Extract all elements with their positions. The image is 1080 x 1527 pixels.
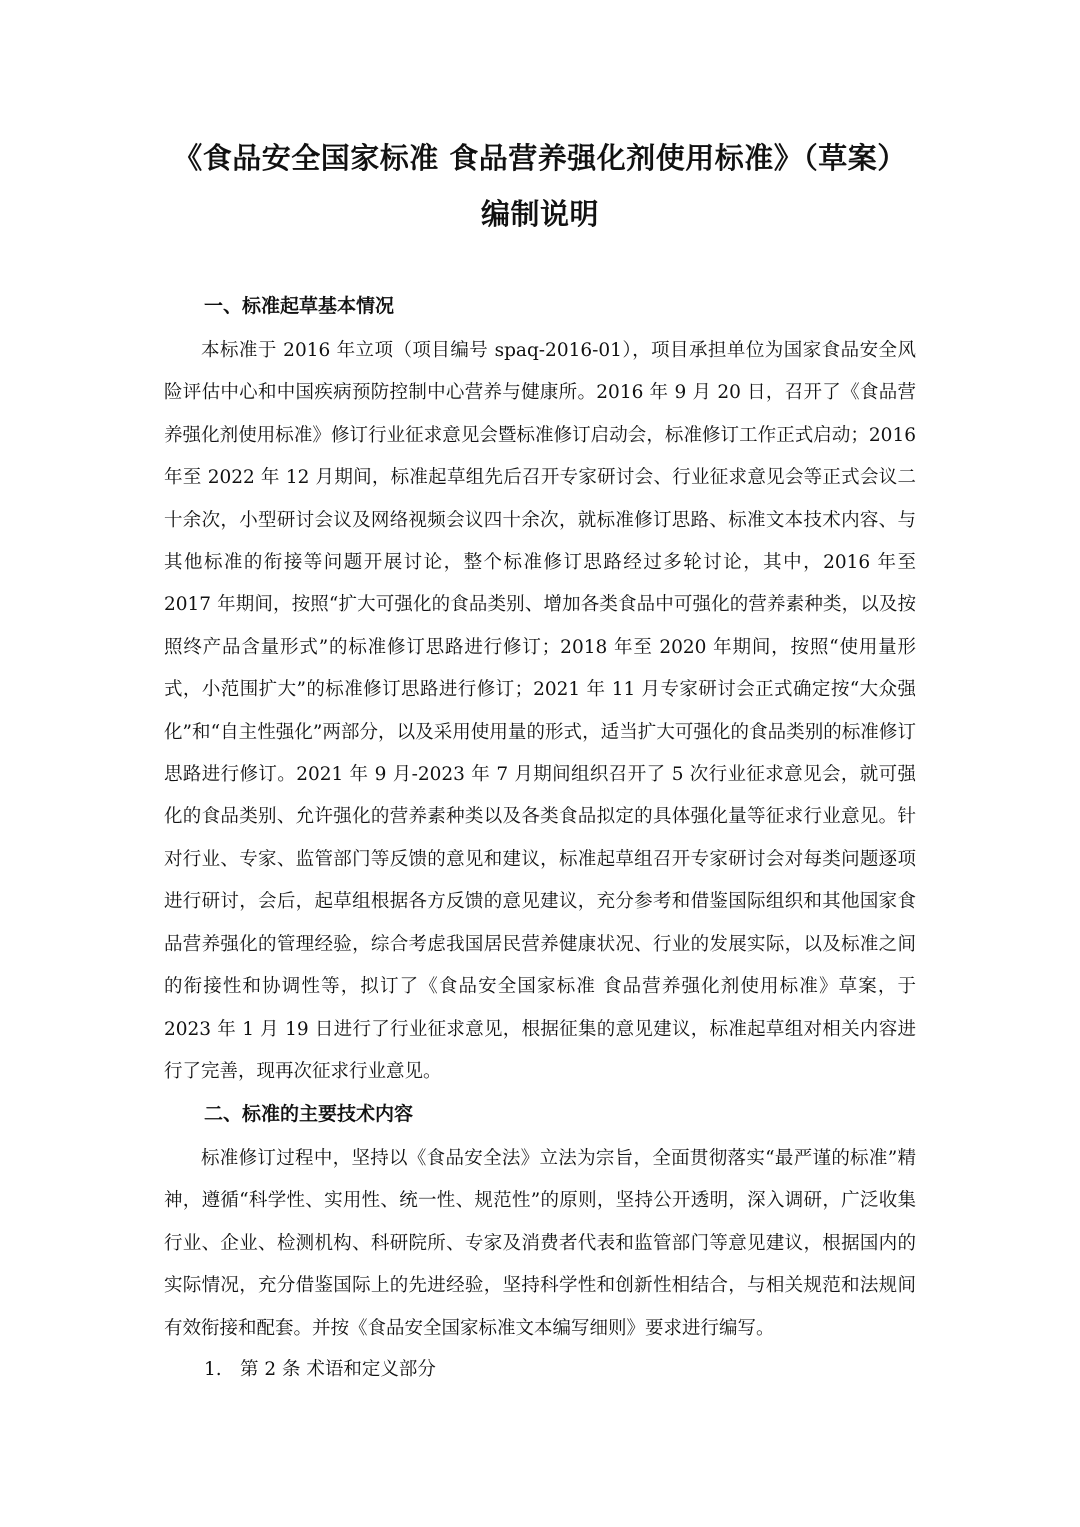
section-heading-1: 一、标准起草基本情况 [204,295,395,317]
section-2-paragraph: 标准修订过程中，坚持以《食品安全法》立法为宗旨，全面贯彻落实“最严谨的标准”精神，遵循“科学性、实用性、统一性、规范性”的原则，坚持公开透明，深入调研，广泛收集行业、企业、检测机构、科研院所、专家及消费者代表和监管部门等意见建议，根据国内的实际情况，充分借鉴国际上的先进经验，坚持科学性和创新性相结合，与相关规范和法规间有效衔接和配套。并按《食品安全国家标准文本编写细则》要求进行编写。 [164,1148,916,1339]
list-item-text: 第 2 条 术语和定义部分 [240,1359,436,1380]
document-subtitle: 编制说明 [480,197,599,231]
section-heading-2: 二、标准的主要技术内容 [204,1103,414,1125]
list-item [204,1352,436,1388]
section-1-paragraph: 本标准于 2016 年立项（项目编号 spaq-2016-01），项目承担单位为国家食品安全风险评估中心和中国疾病预防控制中心营养与健康所。2016 年 9 月 20 日，召开了《食品营养强化剂使用标准》修订行业征求意见会暨标准修订启动会，标准修订工作正式启动；2016 年至 2022 年 12 月期间，标准起草组先后召开专家研讨会、行业征求意见会等正式会议二十余次，小型研讨会议及网络视频会议四十余次，就标准修订思路、标准文本技术内容、与其他标准的衔接等问题开展讨论，整个标准修订思路经过多轮讨论，其中，2016 年至 2017 年期间，按照“扩大可强化的食品类别、增加各类食品中可强化的营养素种类，以及按照终产品含量形式”的标准修订思路进行修订；2018 年至 2020 年期间，按照“使用量形式，小范围扩大”的标准修订思路进行修订；2021 年 11 月专家研讨会正式确定按“大众强化”和“自主性强化”两部分，以及采用使用量的形式，适当扩大可强化的食品类别的标准修订思路进行修订。2021 年 9 月-2023 年 7 月期间组织召开了 5 次行业征求意见会，就可强化的食品类别、允许强化的营养素种类以及各类食品拟定的具体强化量等征求行业意见。针对行业、专家、监管部门等反馈的意见和建议，标准起草组召开专家研讨会对每类问题逐项进行研讨，会后，起草组根据各方反馈的意见建议，充分参考和借鉴国际组织和其他国家食品营养强化的管理经验，综合考虑我国居民营养健康状况、行业的发展实际，以及标准之间的衔接性和协调性等，拟订了《食品安全国家标准 食品营养强化剂使用标准》草案，于 2023 年 1 月 19 日进行了行业征求意见，根据征集的意见建议，标准起草组对相关内容进行了完善，现再次征求行业意见。 [164,340,916,1082]
document-title: 《食品安全国家标准 食品营养强化剂使用标准》（草案） [173,141,907,175]
list-item-number: 1. [204,1359,222,1380]
